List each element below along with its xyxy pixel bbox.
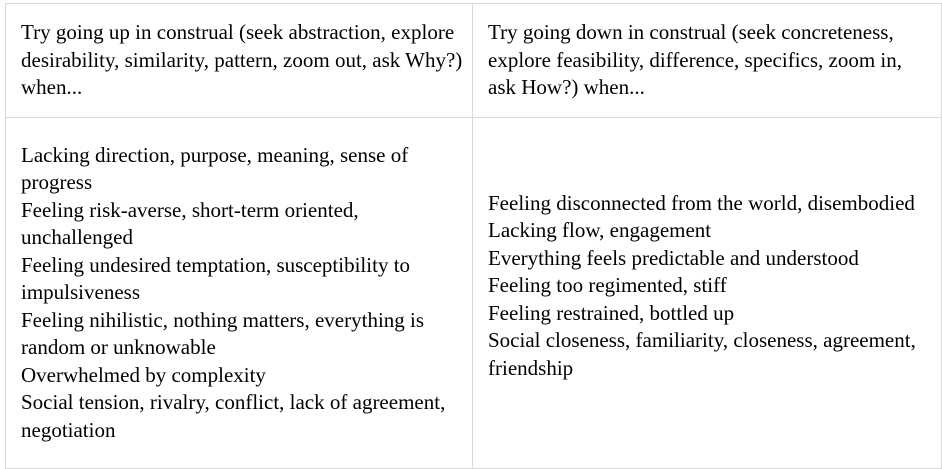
going-up-list <box>21 142 464 445</box>
list-item: Feeling nihilistic, nothing matters, everything is random or unknowable <box>21 307 425 360</box>
header-going-down: Try going down in construal (seek concreteness, explore feasibility, difference, specifics, zoom in, ask How?) when... <box>473 4 942 118</box>
list-item: Social tension, rivalry, conflict, lack of agreement, negotiation <box>21 390 446 442</box>
list-item: Lacking flow, engagement <box>488 218 712 243</box>
list-item: Feeling disconnected from the world, disembodied <box>488 190 915 215</box>
construal-table <box>5 3 942 469</box>
going-up-cell <box>6 118 473 469</box>
list-item: Feeling risk-averse, short-term oriented, unchallenged <box>21 197 359 250</box>
list-item: Feeling restrained, bottled up <box>488 300 735 325</box>
body-row <box>6 118 942 469</box>
list-item: Feeling undesired temptation, susceptibility to impulsiveness <box>21 252 411 305</box>
header-row <box>6 4 942 118</box>
list-item: Everything feels predictable and understood <box>488 245 859 270</box>
going-down-cell <box>473 118 942 469</box>
going-down-list <box>488 190 933 383</box>
header-going-up: Try going up in construal (seek abstraction, explore desirability, similarity, pattern, zoom out, ask Why?) when... <box>6 4 473 118</box>
list-item: Overwhelmed by complexity <box>21 362 266 387</box>
list-item: Lacking direction, purpose, meaning, sense of progress <box>21 142 409 195</box>
list-item: Feeling too regimented, stiff <box>488 273 727 298</box>
list-item: Social closeness, familiarity, closeness, agreement, friendship <box>488 328 916 380</box>
